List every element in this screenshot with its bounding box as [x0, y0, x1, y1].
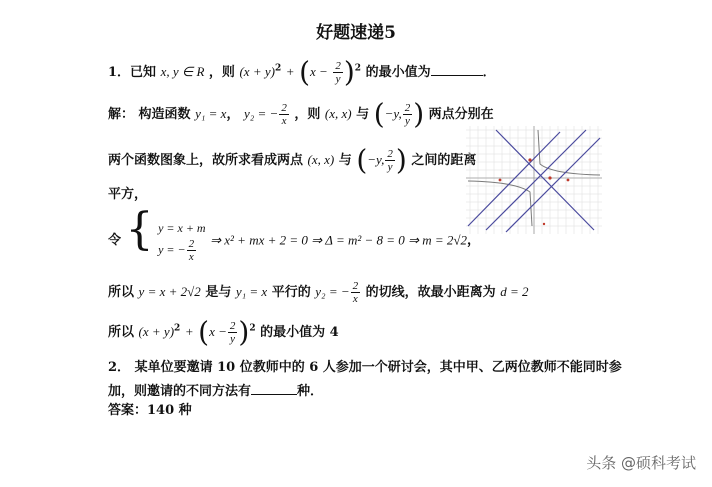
paren-close: ): [395, 143, 407, 177]
question-2-line-2: [108, 380, 323, 399]
eq2-fraction: [187, 238, 197, 263]
q1-square-2: 2: [354, 63, 362, 74]
paren-open: (: [373, 97, 385, 131]
line5e: 的切线，故最小距离为: [365, 285, 496, 300]
solution-text-3: 两点分别在: [428, 107, 494, 122]
question-1: [108, 55, 496, 89]
solution-text-1: 构造函数: [138, 107, 191, 122]
function-graph: [466, 126, 602, 234]
frac-den: x: [281, 115, 287, 127]
q1-end: ．: [482, 65, 496, 80]
point2b-fraction: [385, 148, 395, 173]
point-marker-2: [548, 176, 551, 179]
solution-line-5: [108, 280, 528, 305]
answer-2: 答案：140 种: [108, 403, 192, 418]
point-marker-1: [528, 158, 531, 161]
distance-value: d = 2: [500, 284, 529, 299]
q2-line2a: 加，则邀请的不同方法有: [108, 384, 252, 399]
frac-num: 2: [188, 238, 195, 250]
solution-line-6: [108, 315, 339, 349]
func-y2b: y₂ = −: [315, 284, 350, 299]
and-1: 与: [356, 107, 370, 122]
line5a: 所以: [108, 285, 135, 300]
q1-condition: x, y ∈ R: [160, 64, 205, 79]
point-1b: (x, x): [307, 152, 335, 167]
answer-blank-2[interactable]: [251, 394, 297, 395]
point-marker-5: [543, 223, 545, 225]
frac-den: x: [352, 293, 358, 305]
question-2-line-1: 2． 某单位要邀请 10 位教师中的 6 人参加一个研讨会，其中甲、乙两位教师不能同时参: [108, 360, 622, 375]
comma: ，: [467, 233, 481, 248]
frac-den: y: [405, 115, 410, 127]
solution-label: 解：: [108, 107, 135, 122]
tangent-line: y = x + 2√2: [138, 284, 201, 299]
func-y2: y₂ = −: [243, 106, 279, 121]
q1-paren-open: (: [299, 55, 310, 89]
sq: 2: [174, 323, 181, 334]
q1-expr-b: x −: [310, 64, 328, 79]
frac-den: y: [230, 333, 236, 345]
hyperbola-branch-left: [468, 181, 532, 226]
paren-open: (: [356, 143, 368, 177]
frac-den: x: [188, 251, 194, 263]
q1-number: 1．已知: [108, 65, 157, 80]
frac-num: 2: [404, 102, 411, 114]
expr-a: (x + y): [138, 324, 175, 339]
line5d: 平行的: [271, 285, 311, 300]
solution-line-1: [108, 97, 494, 131]
paren-open: (: [198, 315, 210, 349]
equation-system: [158, 218, 206, 263]
point2-fraction: [403, 102, 413, 127]
paren-close: ): [413, 97, 425, 131]
sep: ，: [226, 107, 240, 122]
expr-b: x −: [209, 324, 227, 339]
q1-plus: +: [285, 64, 295, 79]
min-value: 4: [329, 325, 339, 340]
point-1: (x, x): [324, 106, 352, 121]
q1-expr-a: (x + y): [239, 64, 275, 79]
frac-num: 2: [387, 148, 393, 160]
y2b-fraction: [351, 280, 361, 305]
q1-fraction: [333, 60, 343, 85]
brace: {: [125, 204, 154, 255]
solution-line-3: 平方，: [108, 187, 148, 202]
line6-fraction: [228, 320, 238, 345]
solution-line-2: [108, 143, 477, 177]
func-y1: y₁ = x: [195, 106, 227, 121]
frac-num: 2: [335, 60, 341, 72]
point-marker-4: [567, 179, 570, 182]
and-2: 与: [338, 153, 352, 168]
sq2: 2: [249, 323, 256, 334]
q2-line2b: 种．: [297, 384, 324, 399]
line2b: 之间的距离: [411, 153, 477, 168]
plus: +: [184, 324, 194, 339]
point-marker-3: [499, 179, 502, 182]
frac-num: 2: [229, 320, 236, 332]
point-2: −y,: [384, 106, 402, 121]
frac-den: y: [335, 73, 341, 85]
q1-tail: 的最小值为: [365, 65, 431, 80]
line6b: 的最小值为: [260, 325, 326, 340]
line2a: 两个函数图象上，故所求看成两点: [108, 153, 304, 168]
frac-den: y: [387, 161, 393, 173]
y2-fraction: [279, 102, 289, 127]
q1-square: 2: [274, 63, 282, 74]
answer-blank-1[interactable]: [431, 75, 483, 76]
eq2: y = −: [158, 242, 186, 257]
line5c: 是与: [205, 285, 232, 300]
q1-then: ，则: [208, 65, 235, 80]
eq1: y = x + m: [158, 221, 206, 235]
func-y1b: y₁ = x: [235, 284, 268, 299]
derivation-chain: ⇒ x² + mx + 2 = 0 ⇒ Δ = m² − 8 = 0 ⇒ m = 2√2: [210, 232, 467, 248]
frac-num: 2: [352, 280, 359, 292]
watermark-footer: 头条 @硕科考试: [586, 454, 696, 472]
frac-num: 2: [281, 102, 287, 114]
solution-system: [108, 204, 481, 263]
page-title: 好题速递5: [316, 23, 396, 43]
q1-paren-close: ): [343, 55, 355, 89]
ling: 令: [108, 233, 122, 248]
paren-close: ): [238, 315, 250, 349]
line6a: 所以: [108, 325, 135, 340]
line-y-equals-x: [496, 130, 594, 230]
text-then: ，则: [294, 107, 321, 122]
point-2b: −y,: [367, 152, 385, 167]
